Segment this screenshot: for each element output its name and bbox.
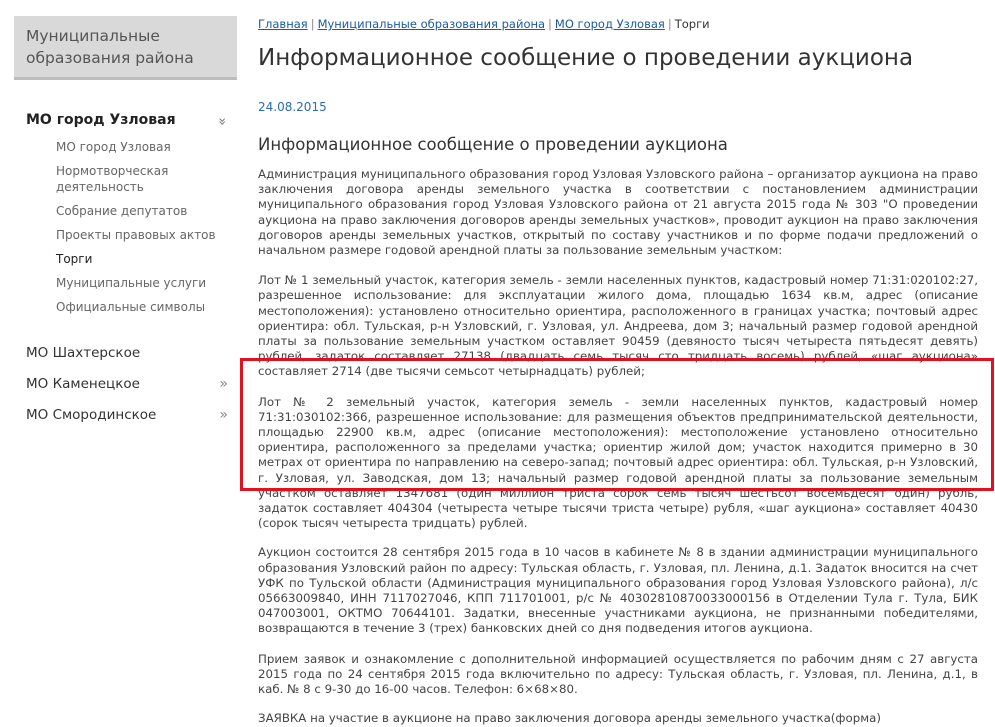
sidebar-item-uzlovaya[interactable]: МО город Узловая [56, 140, 171, 154]
page-title: Информационное сообщение о проведении аукциона [258, 45, 914, 71]
sidebar-item-normative[interactable]: Нормотворческая деятельность [56, 164, 169, 194]
sidebar-header: Муниципальные образования района [14, 16, 237, 80]
sub-items [14, 139, 237, 315]
nav-group-uzlovaya[interactable] [14, 107, 237, 133]
expand-chevron-icon[interactable]: » [219, 406, 225, 423]
lot-1-paragraph: Лот № 1 земельный участок, категория земель - земли населенных пунктов, кадастровый номер 71:31:020102:27, разрешенное использование: для эксплуатации жилого дома, площадью 1634 кв.м, адрес (описание местоположения): установлено относительно ориентира, расположенного в границах участка; почтовый адрес ориентира: обл. Тульская, р-н Узловский, г. Узловая, ул. Андреева, дом 3; начальный размер годовой арендной платы за пользование земельным участком оставляет 90459 (девяносто тысяч четыреста пятьдесят девять) рублей, задаток составляет 27138 (двадцать семь тысяч сто тридцать восемь) рублей, «шаг аукциона» составляет 2714 (две тысячи семьсот четырнадцать) рублей; [258, 273, 978, 379]
breadcrumb-municipalities[interactable]: Муниципальные образования района [317, 17, 546, 31]
nav-item-smorodinskoe[interactable] [14, 399, 237, 430]
expand-chevron-icon[interactable]: » [219, 375, 225, 392]
main-content [258, 16, 978, 727]
intro-paragraph: Администрация муниципального образования город Узловая Узловского района – организатор аукциона на право заключения договора аренды земельного участка в соответствии с постановлением администрации муниципального образования город Узловая Узловского района от 21 августа 2015 года № 303 "О проведении аукциона на право заключения договоров аренды земельных участков», проводит аукцион на право заключения договоров аренды земельных участков, открытый по составу участников и по форме подачи предложений о начальном размере годовой арендной платы за пользование земельным участком: [258, 167, 978, 258]
nav-item-kamenetskoe[interactable] [14, 368, 237, 399]
sidebar-nav [14, 107, 237, 430]
nav-item-label: МО Шахтерское [26, 344, 141, 361]
auction-details-paragraph: Аукцион состоится 28 сентября 2015 года в 10 часов в кабинете № 8 в здании администрации муниципального образования Узловский район по адресу: Тульская область, г. Узловая, пл. Ленина, д.1. Задаток вносится на счет УФК по Тульской области (Администрация муниципального образования город Узловая Узловского района), л/с 05663009840, ИНН 7117027046, КПП 711701001, р/с № 40302810870033000156 в Отделении Тула г. Тула, БИК 047003001, ОКТМО 70644101. Задатки, внесенные участниками аукциона, не признанными победителями, возвращаются в течение 3 (трех) банковских дней со дня подведения итогов аукциона. [258, 545, 978, 636]
breadcrumb-uzlovaya[interactable]: МО город Узловая [554, 17, 665, 31]
sidebar-item-draft-acts[interactable]: Проекты правовых актов [56, 228, 216, 242]
publish-date: 24.08.2015 [258, 100, 327, 114]
nav-group-label: МО город Узловая [26, 112, 176, 128]
applications-paragraph: Прием заявок и ознакомление с дополнительной информацией осуществляется по рабочим дням с 27 августа 2015 года по 24 сентября 2015 года включительно по адресу: Тульская область, г. Узловая, пл. Ленина, д.1, в каб. № 8 с 9-30 до 16-00 часов. Телефон: 6×68×80. [258, 651, 978, 697]
nav-item-label: МО Смородинское [26, 406, 157, 423]
lot-2-paragraph: Лот № 2 земельный участок, категория земель - земли населенных пунктов, кадастровый номер 71:31:030102:366, разрешенное использование: для размещения объектов предпринимательской деятельности, площадью 22900 кв.м, адрес (описание местоположения): местоположение установлено относительно ориентира, расположенного за пределами участка; ориентир жилой дом; участок находится примерно в 30 метрах от ориентира по направлению на северо-запад; почтовый адрес ориентира: обл. Тульская, р-н Узловский, г. Узловая, ул. Заводская, дом 13; начальный размер годовой арендной платы за пользование земельным участком оставляет 1347681 (один миллион триста сорок семь тысяч шестьсот восемьдесят один) рубль, задаток составляет 404304 (четыреста четыре тысячи триста четыре) рубля, «шаг аукциона» составляет 40430 (сорок тысяч четыреста тридцать) рублей. [258, 394, 978, 531]
collapse-chevron-icon[interactable]: » [214, 117, 231, 123]
article-title: Информационное сообщение о проведении аукциона [258, 135, 728, 154]
breadcrumb-separator: | [548, 17, 552, 31]
breadcrumb-current: Торги [674, 17, 710, 31]
sidebar-item-deputies[interactable]: Собрание депутатов [56, 204, 188, 218]
sidebar-item-symbols[interactable]: Официальные символы [56, 300, 206, 314]
breadcrumb [258, 16, 978, 32]
nav-item-label: МО Каменецкое [26, 375, 140, 392]
breadcrumb-home[interactable]: Главная [258, 17, 308, 31]
breadcrumb-separator: | [667, 17, 672, 31]
application-form-link[interactable]: ЗАЯВКА на участие в аукционе на право заключения договора аренды земельного участка(форма) [258, 711, 881, 726]
sidebar-item-auctions[interactable]: Торги [56, 252, 93, 266]
sidebar-item-services[interactable]: Муниципальные услуги [56, 276, 207, 290]
sidebar [14, 16, 237, 430]
nav-item-shakhterskoe[interactable] [14, 337, 237, 368]
breadcrumb-separator: | [310, 17, 315, 31]
